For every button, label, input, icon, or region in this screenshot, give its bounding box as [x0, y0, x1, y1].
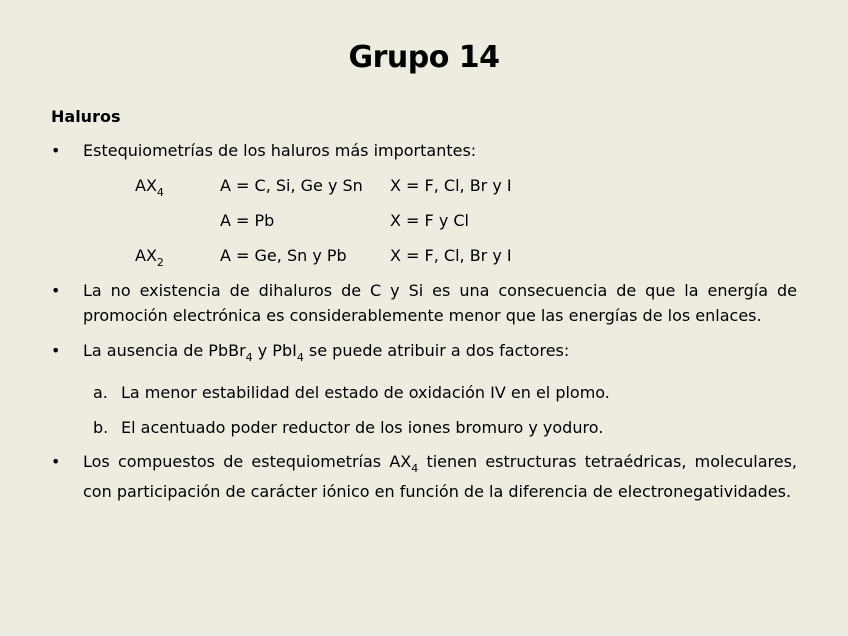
formula: $AX_4$: [135, 176, 164, 199]
bullet-absence: [51, 338, 797, 370]
slide-body: [51, 104, 797, 503]
a-elements: A = Pb: [220, 211, 275, 230]
stoichiometry-table: [135, 173, 797, 268]
stoich-row: [135, 173, 797, 198]
a-elements: A = C, Si, Ge y Sn: [220, 176, 363, 195]
item-label: b.: [93, 418, 109, 437]
item-text: El acentuado poder reductor de los iones bromuro y yoduro.: [121, 418, 604, 437]
bullet-dot-icon: •: [51, 341, 61, 360]
bullet-dot-icon: •: [51, 141, 61, 160]
a-elements: A = Ge, Sn y Pb: [220, 246, 347, 265]
bullet-text: Los compuestos de estequiometrías $AX_4$ tienen estructuras tetraédricas, moleculares, con participación de carácter iónico en función de la diferencia de electronegatividades.: [83, 452, 798, 501]
bullet-text: La no existencia de dihaluros de C y Si es una consecuencia de que la energía de promoción electrónica es considerablemente menor que las energías de los enlaces.: [83, 281, 797, 325]
list-item: [93, 415, 797, 440]
bullet-stoichiometries: [51, 138, 797, 163]
x-elements: X = F, Cl, Br y I: [390, 246, 512, 265]
factor-list: [93, 380, 797, 440]
formula: $AX_2$: [135, 246, 164, 269]
x-elements: X = F y Cl: [390, 211, 469, 230]
bullet-compounds: [51, 450, 797, 503]
item-label: a.: [93, 383, 108, 402]
bullet-dot-icon: •: [51, 452, 61, 471]
bullet-text: Estequiometrías de los haluros más importantes:: [83, 141, 477, 160]
stoich-row: [135, 243, 797, 268]
stoich-row: [135, 208, 797, 233]
list-item: [93, 380, 797, 405]
bullet-dot-icon: •: [51, 281, 61, 300]
section-heading: Haluros: [51, 107, 121, 126]
x-elements: X = F, Cl, Br y I: [390, 176, 512, 195]
page-title: Grupo 14: [348, 40, 500, 75]
item-text: La menor estabilidad del estado de oxidación IV en el plomo.: [121, 383, 610, 402]
bullet-dihalides: [51, 278, 797, 328]
bullet-text: La ausencia de PbBr$_4$ y PbI$_4$ se puede atribuir a dos factores:: [83, 341, 570, 364]
